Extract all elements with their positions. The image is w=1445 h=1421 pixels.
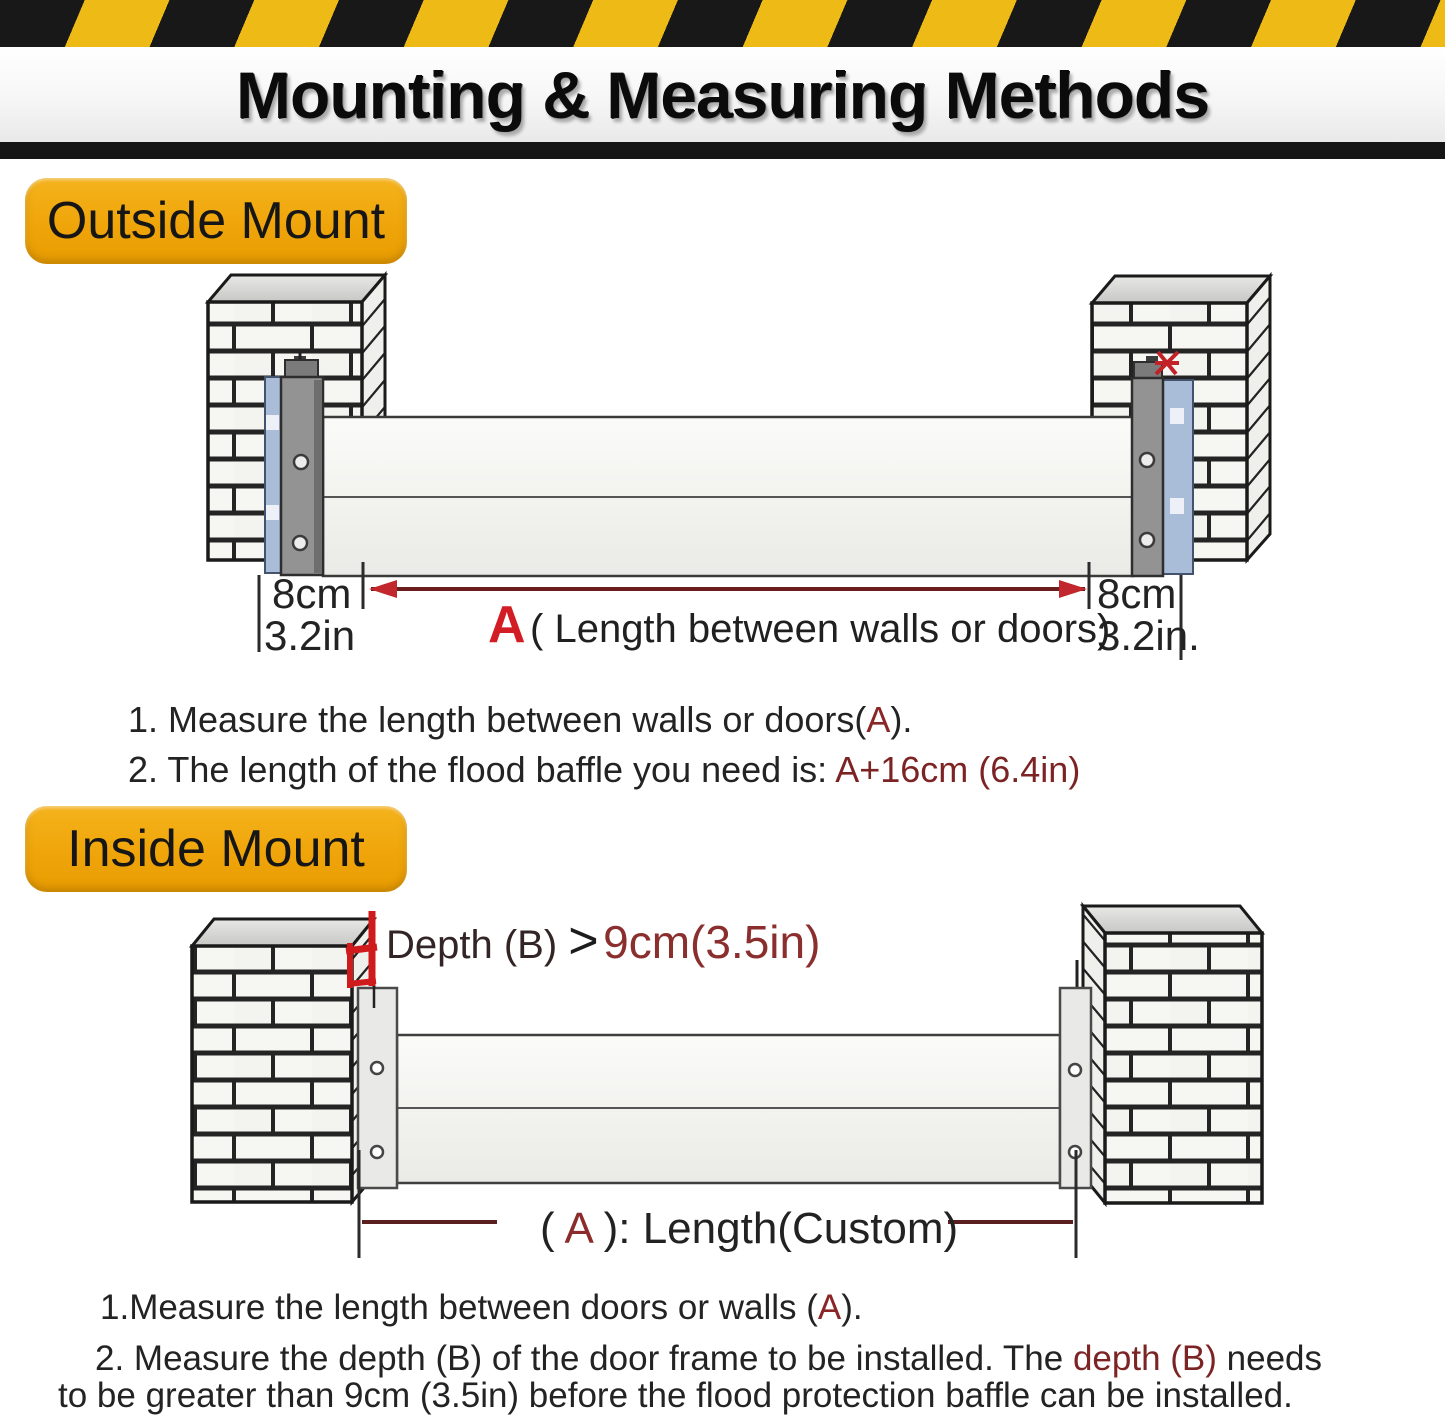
right-mounting-hardware (1132, 352, 1193, 576)
step-letter-a: A (817, 1288, 842, 1327)
span-length-label: A ( Length between walls or doors) (488, 596, 1111, 654)
offset-left-cm-label: 8cm (272, 570, 352, 617)
brick-front-face (192, 946, 352, 1202)
left-brick-pillar (192, 919, 374, 1202)
arrowhead-right-icon (1059, 580, 1087, 598)
step-text: 2. The length of the flood baffle you need is: (128, 749, 836, 790)
channel-strip-blue (265, 377, 281, 573)
inside-step-2-line1 (95, 1339, 1322, 1379)
screw-hole (371, 1146, 383, 1158)
depth-label: Depth (B) > 9cm(3.5in) (386, 912, 821, 970)
brick-side-face (1247, 276, 1270, 560)
step-text: 1.Measure the length between doors or walls ( (100, 1288, 818, 1327)
channel-slot (266, 415, 279, 430)
length-custom-label: ( A ): Length(Custom) (540, 1204, 959, 1253)
inside-step-1 (100, 1288, 863, 1328)
step-text: ). (841, 1288, 863, 1327)
offset-right-in-label: 3.2in. (1097, 612, 1200, 659)
flood-barrier-panel (323, 417, 1133, 576)
step-letter-a: A (866, 699, 891, 740)
title-divider-bar (0, 142, 1445, 159)
screw-hole (294, 455, 308, 469)
brick-top-face (192, 919, 374, 946)
left-mounting-rail (358, 988, 397, 1188)
title-band (0, 47, 1445, 142)
step-formula: A+16cm (6.4in) (835, 749, 1081, 790)
outside-step-1 (128, 699, 912, 741)
offset-left-in-label: 3.2in (264, 612, 356, 659)
channel-slot (1170, 408, 1184, 424)
screw-hole (293, 536, 307, 550)
outside-step-2 (128, 749, 1080, 791)
step-text: 2. Measure the depth (B) of the door frame to be installed. The (95, 1339, 1073, 1378)
step-text: ). (890, 699, 913, 740)
channel-slot (266, 505, 279, 520)
page-title: Mounting & Measuring Methods (236, 57, 1209, 132)
outside-mount-diagram (0, 265, 1445, 665)
brick-top-face (208, 275, 385, 302)
left-mounting-hardware (265, 352, 323, 575)
screw-hole (1069, 1064, 1081, 1076)
brick-front-face (1105, 933, 1262, 1203)
arrowhead-left-icon (369, 580, 397, 598)
outside-mount-badge (25, 178, 407, 264)
bracket-cap (285, 360, 318, 378)
screw-hole (1140, 533, 1154, 547)
right-brick-pillar (1083, 906, 1262, 1203)
offset-right-cm-label: 8cm (1097, 570, 1177, 617)
step-text: 1. Measure the length between walls or doors( (128, 699, 867, 740)
brick-top-face (1092, 276, 1270, 303)
inside-mount-diagram (0, 895, 1445, 1280)
brick-top-face (1083, 906, 1262, 933)
span-letter: A (488, 596, 526, 654)
inside-step-2-line2 (58, 1376, 1293, 1416)
outside-mount-badge-label: Outside Mount (46, 192, 386, 250)
inside-mount-badge-label: Inside Mount (67, 820, 365, 878)
step-text: needs (1216, 1339, 1323, 1378)
step-text: to be greater than 9cm (3.5in) before the flood protection baffle can be installed. (58, 1376, 1293, 1415)
step-highlight: depth (B) (1072, 1339, 1217, 1378)
bracket-shade (314, 380, 322, 573)
flood-barrier-panel (397, 1035, 1060, 1183)
screw-hole (1140, 453, 1154, 467)
channel-slot (1170, 498, 1184, 514)
hazard-stripe-banner (0, 0, 1445, 47)
screw-hole (371, 1062, 383, 1074)
inside-mount-badge (25, 806, 407, 892)
